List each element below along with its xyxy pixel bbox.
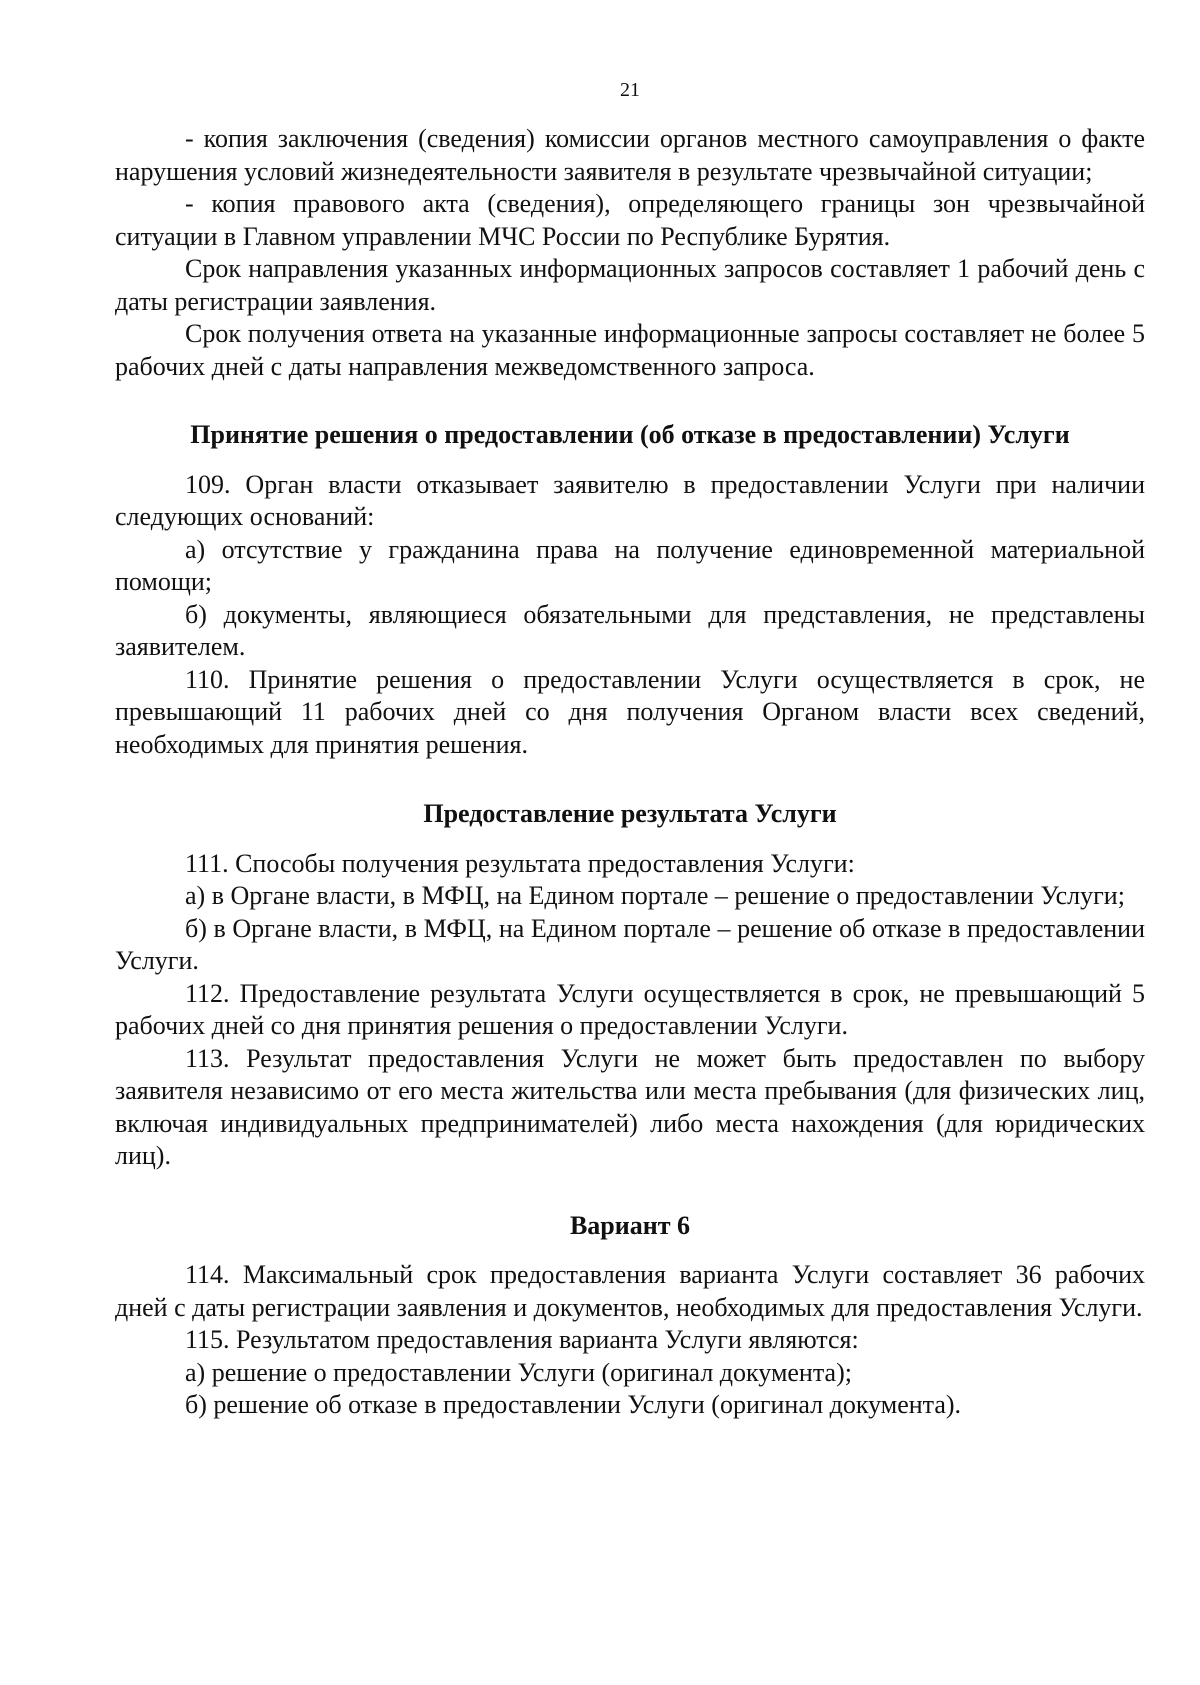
paragraph: 113. Результат предоставления Услуги не может быть предоставлен по выбору заявителя независимо от его места жительства или места пребывания (для физических лиц, включая индивидуальных предпринимателей) либо места нахождения (для юридических лиц). bbox=[115, 1043, 1145, 1170]
section-heading-variant: Вариант 6 bbox=[569, 1210, 691, 1240]
section-heading-decision: Принятие решения о предоставлении (об отказе в предоставлении) Услуги bbox=[190, 420, 1070, 449]
section-heading-result: Предоставление результата Услуги bbox=[423, 799, 837, 828]
paragraph: б) решение об отказе в предоставлении Услуги (оригинал документа). bbox=[185, 1390, 962, 1419]
paragraph: - копия правового акта (сведения), определяющего границы зон чрезвычайной ситуации в Главном управлении МЧС России по Республике Бурятия. bbox=[115, 189, 1145, 251]
paragraph: Срок направления указанных информационных запросов составляет 1 рабочий день с даты регистрации заявления. bbox=[115, 254, 1145, 316]
document-body bbox=[115, 123, 1145, 1422]
paragraph: - копия заключения (сведения) комиссии органов местного самоуправления о факте нарушения условий жизнедеятельности заявителя в результате чрезвычайной ситуации; bbox=[115, 124, 1145, 186]
page-number: 21 bbox=[620, 79, 640, 101]
paragraph: 109. Орган власти отказывает заявителю в предоставлении Услуги при наличии следующих оснований: bbox=[115, 469, 1145, 531]
paragraph: а) решение о предоставлении Услуги (оригинал документа); bbox=[185, 1357, 852, 1387]
paragraph: 112. Предоставление результата Услуги осуществляется в срок, не превышающий 5 рабочих дней со дня принятия решения о предоставлении Услуги. bbox=[115, 978, 1145, 1040]
paragraph: 114. Максимальный срок предоставления варианта Услуги составляет 36 рабочих дней с даты регистрации заявления и документов, необходимых для предоставления Услуги. bbox=[115, 1260, 1145, 1322]
paragraph: 111. Способы получения результата предоставления Услуги: bbox=[185, 848, 855, 878]
paragraph: 115. Результатом предоставления варианта Услуги являются: bbox=[185, 1325, 859, 1354]
paragraph: б) в Органе власти, в МФЦ, на Едином портале – решение об отказе в предоставлении Услуги. bbox=[115, 913, 1145, 975]
paragraph: 110. Принятие решения о предоставлении Услуги осуществляется в срок, не превышающий 11 рабочих дней со дня получения Органом власти всех сведений, необходимых для принятия решения. bbox=[115, 664, 1145, 759]
paragraph: а) в Органе власти, в МФЦ, на Едином портале – решение о предоставлении Услуги; bbox=[185, 881, 1125, 910]
paragraph: б) документы, являющиеся обязательными для представления, не представлены заявителем. bbox=[115, 599, 1145, 661]
paragraph: Срок получения ответа на указанные информационные запросы составляет не более 5 рабочих дней с даты направления межведомственного запроса. bbox=[115, 319, 1145, 381]
paragraph: а) отсутствие у гражданина права на получение единовременной материальной помощи; bbox=[115, 534, 1145, 596]
